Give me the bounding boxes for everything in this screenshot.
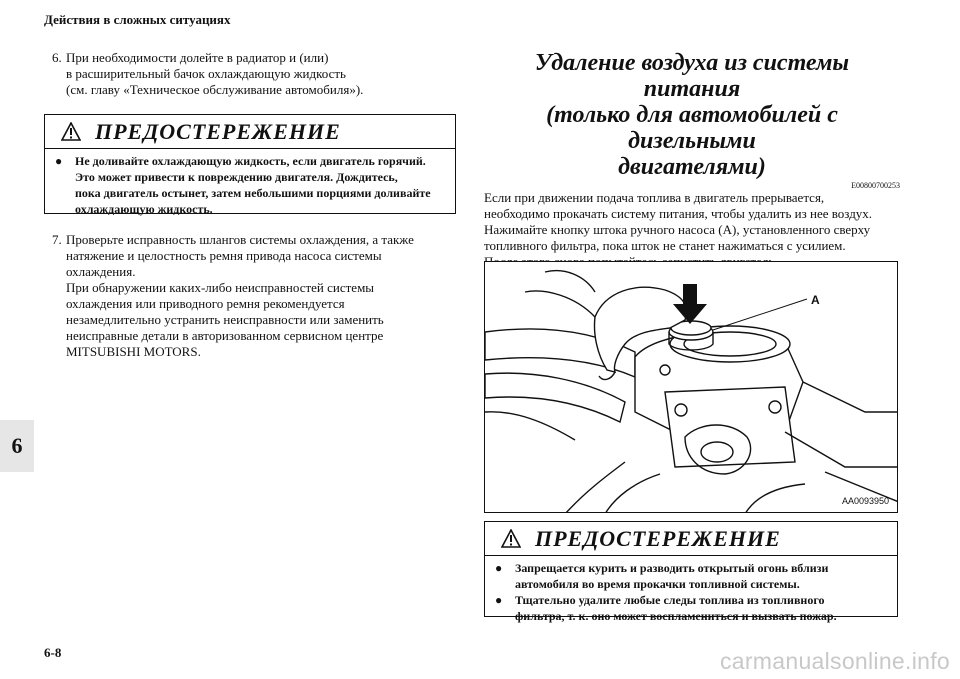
bullet-dot-icon: ● <box>495 593 503 607</box>
section-title <box>484 50 900 180</box>
warning-triangle-icon <box>61 122 81 141</box>
page-number: 6-8 <box>44 645 62 660</box>
warning-line: пока двигатель остынет, затем небольшими порциями доливайте <box>75 186 431 200</box>
warning-title: ПРЕДОСТЕРЕЖЕНИЕ <box>95 118 341 144</box>
warning-header <box>45 115 455 149</box>
figure-label-a: A <box>811 293 820 307</box>
step-7-line: натяжение и целостность ремня привода насоса системы <box>66 248 382 263</box>
warning-bullet-text <box>515 592 889 624</box>
section-title-line: Удаление воздуха из системы питания <box>534 50 850 102</box>
step-6-line: При необходимости долейте в радиатор и (или) <box>66 50 329 65</box>
warning-line: Запрещается курить и разводить открытый огонь вблизи <box>515 561 829 575</box>
warning-bullet-text <box>75 153 447 217</box>
step-6 <box>52 50 462 98</box>
body-line: топливного фильтра, пока шток не станет нажиматься с усилием. <box>484 238 846 253</box>
body-line: необходимо прокачать систему питания, чтобы удалить из нее воздух. <box>484 206 873 221</box>
figure-code: AA0093950 <box>841 496 889 506</box>
engine-drawing <box>485 262 898 513</box>
warning-line: охлаждающую жидкость. <box>75 202 213 216</box>
step-7-line: При обнаружении каких-либо неисправностей системы <box>66 280 375 295</box>
warning-line: Не доливайте охлаждающую жидкость, если двигатель горячий. <box>75 154 426 168</box>
warning-bullet <box>55 153 447 217</box>
warning-body <box>485 556 897 628</box>
step-6-text <box>66 50 363 98</box>
warning-bullet <box>495 592 889 624</box>
body-line: Нажимайте кнопку штока ручного насоса (A), установленного сверху <box>484 222 871 237</box>
step-7-line: MITSUBISHI MOTORS. <box>66 344 201 359</box>
bullet-dot-icon: ● <box>495 561 503 575</box>
step-7-line: охлаждения. <box>66 264 136 279</box>
step-6-line: в расширительный бачок охлаждающую жидкость <box>66 66 346 81</box>
watermark: carmanualsonline.info <box>719 648 950 674</box>
step-7-line: охлаждения или приводного ремня рекомендуется <box>66 296 345 311</box>
section-title-line: (только для автомобилей с дизельными <box>546 102 838 154</box>
step-7-line: незамедлительно устранить неисправности или заменить <box>66 312 384 327</box>
step-7 <box>52 232 462 360</box>
running-header: Действия в сложных ситуациях <box>44 12 231 27</box>
step-6-number: 6. <box>52 50 62 65</box>
left-column-lower <box>52 232 462 360</box>
warning-line: фильтра, т. к. оно может воспламениться и вызвать пожар. <box>515 609 837 623</box>
step-7-line: Проверьте исправность шлангов системы охлаждения, а также <box>66 232 414 247</box>
step-7-text <box>66 232 414 360</box>
section-code: E00800700253 <box>851 181 900 190</box>
warning-triangle-icon <box>501 529 521 548</box>
warning-header <box>485 522 897 556</box>
warning-line: Это может привести к повреждению двигателя. Дождитесь, <box>75 170 398 184</box>
warning-box-coolant <box>44 114 456 214</box>
step-7-number: 7. <box>52 232 62 247</box>
section-title-line: двигателями) <box>618 154 766 180</box>
warning-line: автомобиля во время прокачки топливной системы. <box>515 577 800 591</box>
warning-bullet-text <box>515 560 889 592</box>
warning-body <box>45 149 455 221</box>
body-line: Если при движении подача топлива в двигатель прерывается, <box>484 190 825 205</box>
fuel-pump-illustration <box>484 261 898 513</box>
step-6-line: (см. главу «Техническое обслуживание автомобиля»). <box>66 82 364 97</box>
warning-title: ПРЕДОСТЕРЕЖЕНИЕ <box>535 525 781 551</box>
bullet-dot-icon: ● <box>55 154 63 168</box>
warning-bullet <box>495 560 889 592</box>
warning-box-fuel <box>484 521 898 623</box>
warning-line: Тщательно удалите любые следы топлива из топливного <box>515 593 825 607</box>
chapter-tab: 6 <box>0 420 34 472</box>
step-7-line: неисправные детали в авторизованном сервисном центре <box>66 328 384 343</box>
left-column <box>52 50 462 98</box>
